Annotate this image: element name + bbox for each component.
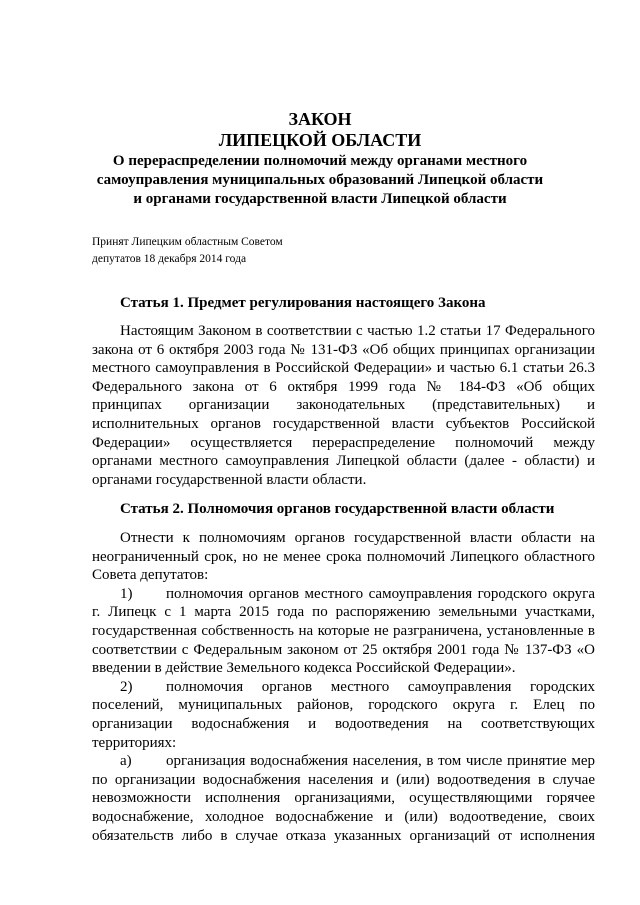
list-marker: а): [120, 753, 132, 770]
text-line: государственная собственность на которые не разграничена, установленные в: [92, 622, 595, 639]
article1-body: [92, 322, 595, 489]
list-marker: 1): [120, 585, 133, 602]
text-line: органами государственной власти области.: [92, 471, 367, 488]
list-item-line: [92, 678, 595, 697]
list-item-line: [92, 585, 595, 604]
text-line: по организации водоснабжения населения и (или) водоотведения в случае: [92, 771, 595, 788]
adoption-line: Принят Липецким областным Советом: [92, 236, 283, 248]
text-line: Федерального закона от 6 октября 1999 года № 184-ФЗ «Об общих: [92, 378, 595, 395]
text-line: Отнести к полномочиям органов государственной власти области на: [120, 530, 595, 546]
law-title-line1: ЗАКОН: [288, 109, 352, 129]
text-fragment: полномочия органов местного самоуправления городских: [166, 678, 595, 695]
text-line: местного самоуправления в Российской Федерации» и частью 6.1 статьи 26.3: [92, 360, 595, 377]
article2-heading: Статья 2. Полномочия органов государственной власти области: [120, 501, 555, 517]
list-marker: 2): [120, 678, 133, 695]
text-line: Совета депутатов:: [92, 567, 209, 584]
text-line: водоснабжение, холодное водоснабжение и (или) водоотведение, своих: [92, 808, 595, 825]
law-title-line2: ЛИПЕЦКОЙ ОБЛАСТИ: [218, 130, 422, 150]
text-line: Настоящим Законом в соответствии с частью 1.2 статьи 17 Федерального: [120, 323, 595, 339]
text-line: органами местного самоуправления Липецкой области (далее - области) и: [92, 453, 595, 470]
text-line: закона от 6 октября 2003 года № 131-ФЗ «Об общих принципах организации: [92, 341, 595, 358]
text-line: обязательств либо в случае отказа указанных организаций от исполнения: [92, 827, 595, 844]
article1-heading: Статья 1. Предмет регулирования настоящего Закона: [120, 295, 486, 311]
text-line: введении в действие Земельного кодекса Российской Федерации».: [92, 660, 516, 677]
adoption-note: [92, 234, 392, 268]
text-fragment: организация водоснабжения населения, в том числе принятие мер: [166, 753, 595, 770]
text-line: г. Липецк с 1 марта 2015 года по распоряжению земельными участками,: [92, 604, 595, 621]
text-line: Федерации» осуществляется перераспределение полномочий между: [92, 434, 595, 451]
text-line: организации водоснабжения и водоотведения на соответствующих: [92, 715, 595, 732]
article2-body: [92, 529, 595, 845]
text-line: невозможности исполнения организациями, осуществляющими горячее: [92, 790, 595, 807]
text-line: исполнительных органов государственной власти субъектов Российской: [92, 415, 595, 432]
subtitle-line: О перераспределении полномочий между органами местного: [112, 153, 528, 169]
law-subtitle: [0, 152, 640, 209]
adoption-line: депутатов 18 декабря 2014 года: [92, 253, 247, 265]
text-line: неограниченный срок, но не менее срока полномочий Липецкого областного: [92, 548, 595, 565]
subtitle-line: самоуправления муниципальных образований Липецкой области: [96, 172, 544, 188]
text-line: соответствии с Федеральным законом от 25 октября 2001 года № 137-ФЗ «О: [92, 641, 595, 658]
text-line: принципах организации законодательных (представительных) и: [92, 397, 595, 414]
text-fragment: полномочия органов местного самоуправления городского округа: [166, 585, 595, 602]
list-item-line: [92, 752, 595, 771]
subtitle-line: и органами государственной власти Липецкой области: [133, 191, 507, 207]
text-line: территориях:: [92, 734, 177, 751]
text-line: поселений, муниципальных районов, городского округа г. Елец по: [92, 697, 595, 714]
